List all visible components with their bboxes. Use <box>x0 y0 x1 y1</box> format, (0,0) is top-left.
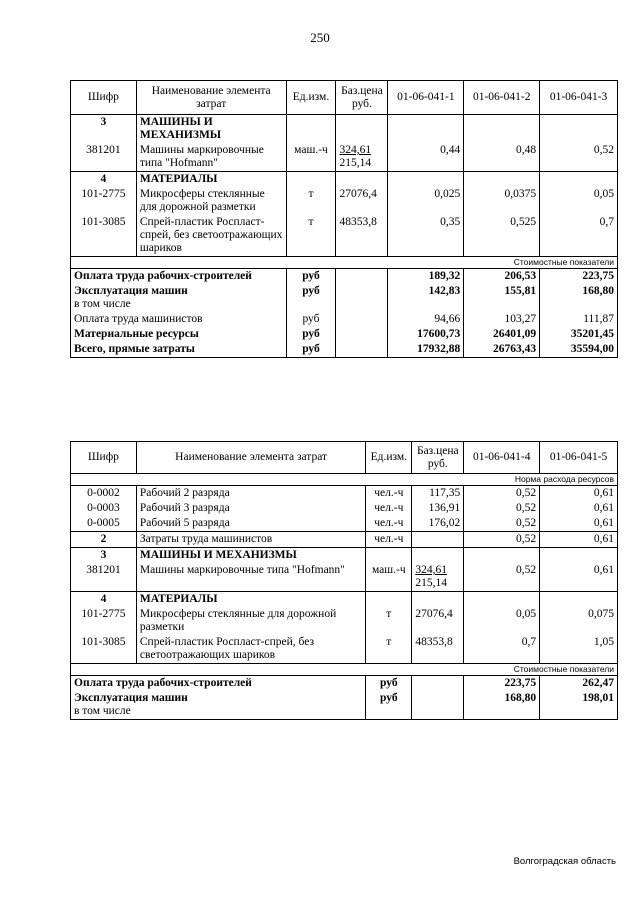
cost-unit: руб <box>286 327 336 342</box>
cost-row <box>71 327 618 342</box>
norm-label: Норма расхода ресурсов <box>71 474 618 486</box>
resource-table-1 <box>70 80 618 358</box>
cost-value-3: 111,87 <box>540 312 618 327</box>
cost-value-3: 168,80 <box>540 284 618 312</box>
item-unit: чел.-ч <box>366 516 412 532</box>
price-main: 324,61 <box>339 144 372 156</box>
value-3: 0,52 <box>540 143 618 172</box>
cost-value-3: 35201,45 <box>540 327 618 342</box>
cost-row <box>71 284 618 312</box>
cost-unit: руб <box>286 312 336 327</box>
cost-label-row <box>71 257 618 269</box>
item-price: 27076,4 <box>412 607 464 635</box>
table-row <box>71 187 618 215</box>
table-row <box>71 563 618 592</box>
item-unit: чел.-ч <box>366 486 412 502</box>
cost-value-1: 142,83 <box>388 284 464 312</box>
cost-value-1: 17600,73 <box>388 327 464 342</box>
section-materials <box>71 172 618 188</box>
item-price: 176,02 <box>412 516 464 532</box>
value-1: 0,52 <box>464 501 540 516</box>
cost-name: Оплата труда машинистов <box>71 312 287 327</box>
cost-indicators-label: Стоимостные показатели <box>71 664 618 676</box>
item-name: Машины маркировочные типа "Hofmann" <box>136 563 365 592</box>
cost-value-3: 35594,00 <box>540 342 618 358</box>
value-3: 0,7 <box>540 215 618 257</box>
cost-value-1: 223,75 <box>464 676 540 692</box>
price-sub: 215,14 <box>339 157 372 169</box>
table-header-row <box>71 442 618 474</box>
item-code: 381201 <box>71 143 137 172</box>
item-name: Рабочий 3 разряда <box>136 501 365 516</box>
price-sub: 215,14 <box>415 577 447 589</box>
in-that-number: в том числе <box>74 705 131 717</box>
item-code: 101-3085 <box>71 635 137 664</box>
item-price <box>412 563 464 592</box>
item-price: 48353,8 <box>412 635 464 664</box>
header-col-1: 01-06-041-1 <box>388 81 464 115</box>
table-row <box>71 532 618 548</box>
table-header-row <box>71 81 618 115</box>
header-unit: Ед.изм. <box>286 81 336 115</box>
item-code: 0-0005 <box>71 516 137 532</box>
item-unit: маш.-ч <box>286 143 336 172</box>
item-price: 136,91 <box>412 501 464 516</box>
value-2: 0,61 <box>540 486 618 502</box>
header-col-4: 01-06-041-4 <box>464 442 540 474</box>
value-2: 0,48 <box>464 143 540 172</box>
value-1: 0,35 <box>388 215 464 257</box>
item-unit: чел.-ч <box>366 501 412 516</box>
section-materials <box>71 592 618 608</box>
item-price: 48353,8 <box>336 215 388 257</box>
cost-unit: руб <box>286 284 336 312</box>
value-2: 0,61 <box>540 501 618 516</box>
item-name: Спрей-пластик Роспласт-спрей, без светоотражающих шариков <box>136 215 286 257</box>
item-code: 381201 <box>71 563 137 592</box>
value-2: 0,61 <box>540 516 618 532</box>
cost-value-3: 223,75 <box>540 269 618 285</box>
item-name: Затраты труда машинистов <box>136 532 365 548</box>
table-row <box>71 516 618 532</box>
cost-value-1: 168,80 <box>464 691 540 720</box>
table-row <box>71 486 618 502</box>
value-2: 0,525 <box>464 215 540 257</box>
value-1: 0,7 <box>464 635 540 664</box>
cost-name: Эксплуатация машин в том числе <box>71 284 287 312</box>
item-name: Микросферы стеклянные для дорожной разметки <box>136 607 365 635</box>
value-2: 1,05 <box>540 635 618 664</box>
value-1: 0,52 <box>464 532 540 548</box>
page-number: 250 <box>310 30 330 45</box>
cost-name: Эксплуатация машин в том числе <box>71 691 366 720</box>
cost-value-2: 155,81 <box>464 284 540 312</box>
cost-value-1: 17932,88 <box>388 342 464 358</box>
cost-row <box>71 312 618 327</box>
norm-label-row <box>71 474 618 486</box>
cost-unit: руб <box>366 676 412 692</box>
item-unit: т <box>366 607 412 635</box>
table-row <box>71 501 618 516</box>
cost-name: Материальные ресурсы <box>71 327 287 342</box>
in-that-number: в том числе <box>74 298 131 310</box>
cost-indicators-label: Стоимостные показатели <box>71 257 618 269</box>
cost-value-2: 206,53 <box>464 269 540 285</box>
value-2: 0,0375 <box>464 187 540 215</box>
item-unit: т <box>286 215 336 257</box>
cost-unit: руб <box>286 269 336 285</box>
cost-value-2: 103,27 <box>464 312 540 327</box>
header-code: Шифр <box>71 81 137 115</box>
header-unit: Ед.изм. <box>366 442 412 474</box>
cost-row <box>71 269 618 285</box>
section-code: 3 <box>71 115 137 144</box>
value-1: 0,44 <box>388 143 464 172</box>
value-1: 0,025 <box>388 187 464 215</box>
item-code: 101-2775 <box>71 607 137 635</box>
cost-value-2: 26763,43 <box>464 342 540 358</box>
value-2: 0,61 <box>540 563 618 592</box>
cost-row <box>71 676 618 692</box>
header-name: Наименование элемента затрат <box>136 81 286 115</box>
item-code: 0-0002 <box>71 486 137 502</box>
section-title: МАТЕРИАЛЫ <box>136 172 286 188</box>
table-row <box>71 143 618 172</box>
section-title: МАШИНЫ И МЕХАНИЗМЫ <box>136 115 286 144</box>
value-1: 0,52 <box>464 486 540 502</box>
cost-unit: руб <box>366 691 412 720</box>
header-price: Баз.цена руб. <box>336 81 388 115</box>
item-code: 101-3085 <box>71 215 137 257</box>
header-price: Баз.цена руб. <box>412 442 464 474</box>
value-1: 0,52 <box>464 516 540 532</box>
header-col-5: 01-06-041-5 <box>540 442 618 474</box>
cost-label-row <box>71 664 618 676</box>
cost-row <box>71 342 618 358</box>
price-main: 324,61 <box>415 564 447 576</box>
section-title: МАШИНЫ И МЕХАНИЗМЫ <box>136 548 365 564</box>
cost-name: Оплата труда рабочих-строителей <box>71 676 366 692</box>
value-1: 0,52 <box>464 563 540 592</box>
cost-value-2: 198,01 <box>540 691 618 720</box>
item-name: Рабочий 5 разряда <box>136 516 365 532</box>
value-3: 0,05 <box>540 187 618 215</box>
item-unit: т <box>366 635 412 664</box>
section-code: 3 <box>71 548 137 564</box>
value-2: 0,075 <box>540 607 618 635</box>
section-machines <box>71 548 618 564</box>
header-col-2: 01-06-041-2 <box>464 81 540 115</box>
item-code: 0-0003 <box>71 501 137 516</box>
item-price: 117,35 <box>412 486 464 502</box>
cost-name: Всего, прямые затраты <box>71 342 287 358</box>
section-title: МАТЕРИАЛЫ <box>136 592 365 608</box>
region-footer: Волгоградская область <box>513 856 616 867</box>
item-price <box>336 143 388 172</box>
item-name: Рабочий 2 разряда <box>136 486 365 502</box>
item-unit: маш.-ч <box>366 563 412 592</box>
item-price: 27076,4 <box>336 187 388 215</box>
cost-value-2: 262,47 <box>540 676 618 692</box>
cost-value-1: 94,66 <box>388 312 464 327</box>
item-name: Спрей-пластик Роспласт-спрей, без светоотражающих шариков <box>136 635 365 664</box>
item-unit: чел.-ч <box>366 532 412 548</box>
cost-value-1: 189,32 <box>388 269 464 285</box>
table-row <box>71 215 618 257</box>
header-col-3: 01-06-041-3 <box>540 81 618 115</box>
section-code: 4 <box>71 592 137 608</box>
item-unit: т <box>286 187 336 215</box>
item-name: Микросферы стеклянные для дорожной разметки <box>136 187 286 215</box>
item-code: 2 <box>71 532 137 548</box>
section-machines <box>71 115 618 144</box>
table-row <box>71 607 618 635</box>
header-name: Наименование элемента затрат <box>136 442 365 474</box>
item-name: Машины маркировочные типа "Hofmann" <box>136 143 286 172</box>
cost-name: Оплата труда рабочих-строителей <box>71 269 287 285</box>
table-row <box>71 635 618 664</box>
cost-unit: руб <box>286 342 336 358</box>
item-code: 101-2775 <box>71 187 137 215</box>
cost-row <box>71 691 618 720</box>
value-2: 0,61 <box>540 532 618 548</box>
resource-table-2 <box>70 441 618 720</box>
value-1: 0,05 <box>464 607 540 635</box>
header-code: Шифр <box>71 442 137 474</box>
section-code: 4 <box>71 172 137 188</box>
cost-value-2: 26401,09 <box>464 327 540 342</box>
